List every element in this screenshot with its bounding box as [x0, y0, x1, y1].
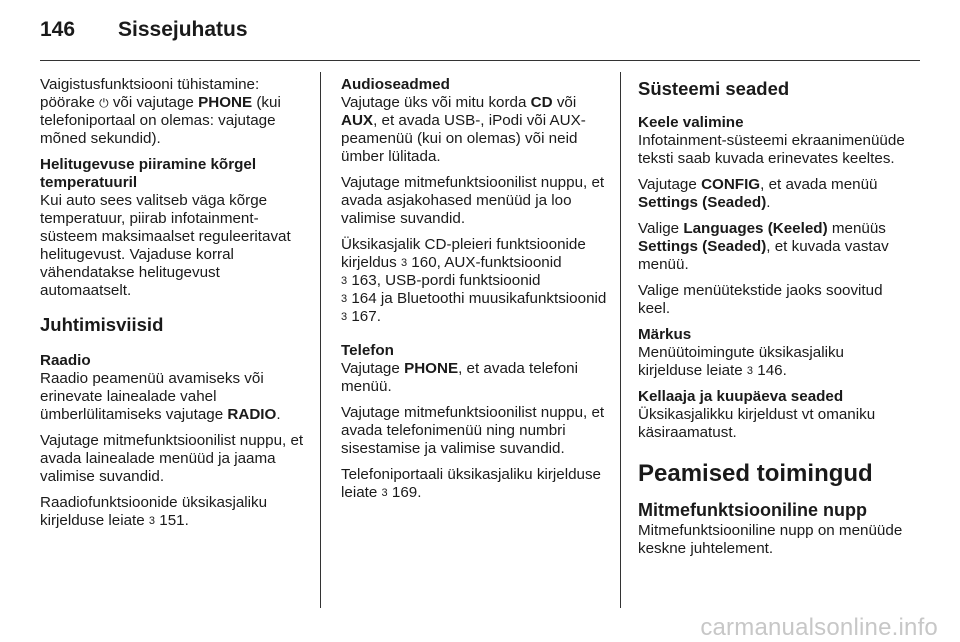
page-title: Sissejuhatus: [118, 18, 248, 41]
volume-limit-section: Helitugevuse piiramine kõrgel temperatuuril Kui auto sees valitseb väga kõrge temperatuur, piirab infotainment-süsteem maksimaalset reguleeritavat helitugevust. Vajaduse korral vähendatakse helitugevust automaatselt.: [40, 156, 308, 300]
language-heading: Keele valimine: [638, 114, 744, 131]
choose-language-paragraph: Valige menüütekstide jaoks soovitud keel.: [638, 282, 883, 317]
reference-arrow-icon: 3: [341, 293, 348, 305]
column-divider-2: [620, 72, 621, 608]
page-header: [40, 18, 920, 60]
volume-limit-heading: Helitugevuse piiramine kõrgel temperatuuril: [40, 156, 257, 191]
languages-paragraph: Valige Languages (Keeled) menüüs Settings (Seaded), et kuvada vastav menüü.: [638, 220, 889, 273]
multifunction-knob-paragraph: Mitmefunktsiooniline nupp on menüüde keskne juhtelement.: [638, 522, 903, 557]
column-1: [40, 76, 308, 538]
language-section: Keele valimine Infotainment-süsteemi ekraanimenüüde teksti saab kuvada erinevates keeltes.: [638, 114, 908, 168]
reference-arrow-icon: 3: [148, 515, 156, 527]
column-divider-1: [320, 72, 321, 608]
note-heading: Märkus: [638, 326, 692, 343]
multifunction-knob-heading: Mitmefunktsiooniline nupp: [638, 500, 867, 520]
controls-heading: Juhtimisviisid: [40, 314, 164, 335]
radio-section: Raadio Raadio peamenüü avamiseks või erinevate lainealade vahel ümberlülitamiseks vajutage RADIO.: [40, 352, 308, 424]
reference-arrow-icon: 3: [400, 257, 408, 269]
reference-arrow-icon: 3: [341, 311, 348, 323]
header-rule: [40, 60, 920, 61]
audio-section: Audioseadmed Vajutage üks või mitu korda CD või AUX, et avada USB-, iPodi või AUX-peamenüü (kui on olemas) või neid ümber lülitada.: [341, 76, 609, 166]
audio-heading: Audioseadmed: [341, 76, 450, 93]
phone-section: Telefon Vajutage PHONE, et avada telefoni menüü.: [341, 342, 609, 396]
power-icon: ⏻: [99, 96, 109, 110]
radio-ref-paragraph: Raadiofunktsioonide üksikasjaliku kirjelduse leiate 3 151.: [40, 494, 268, 529]
system-settings-heading: Süsteemi seaded: [638, 78, 790, 99]
audio-ref-paragraph: Üksikasjalik CD-pleieri funktsioonide kirjeldus 3 160, AUX-funktsioonid 3 163, USB-pordi funktsioonid 3 164 ja Bluetoothi muusikafunktsioonid 3 167.: [341, 236, 607, 325]
phone-heading: Telefon: [341, 342, 394, 359]
basic-operation-heading: Peamised toimingud: [638, 460, 873, 487]
reference-arrow-icon: 3: [341, 275, 348, 287]
reference-arrow-icon: 3: [746, 365, 754, 377]
clock-heading: Kellaaja ja kuupäeva seaded: [638, 388, 844, 405]
mute-cancel-paragraph: Vaigistusfunktsiooni tühistamine: pöörake ⏻ või vajutage PHONE (kui telefoniportaal on olemas: vajutage mõned sekundid).: [40, 76, 281, 147]
phone-ref-paragraph: Telefoniportaali üksikasjaliku kirjelduse leiate 3 169.: [341, 466, 602, 501]
radio-heading: Raadio: [40, 352, 91, 369]
column-2: [341, 76, 609, 510]
radio-knob-paragraph: Vajutage mitmefunktsioonilist nuppu, et avada lainealade menüüd ja jaama valimise suvandid.: [40, 432, 304, 485]
reference-arrow-icon: 3: [381, 487, 388, 499]
watermark: carmanualsonline.info: [700, 614, 938, 641]
page-number: 146: [40, 18, 76, 41]
audio-knob-paragraph: Vajutage mitmefunktsioonilist nuppu, et avada asjakohased menüüd ja loo valimise suvandid.: [341, 174, 605, 227]
note-box: Märkus Menüütoimingute üksikasjaliku kirjelduse leiate 3 146.: [638, 326, 908, 380]
clock-section: Kellaaja ja kuupäeva seaded Üksikasjalikku kirjeldust vt omaniku käsiraamatust.: [638, 388, 908, 442]
config-paragraph: Vajutage CONFIG, et avada menüü Settings (Seaded).: [638, 176, 878, 211]
phone-knob-paragraph: Vajutage mitmefunktsioonilist nuppu, et avada telefonimenüü ning numbri sisestamise ja valimise suvandid.: [341, 404, 605, 457]
column-3: [638, 76, 908, 566]
